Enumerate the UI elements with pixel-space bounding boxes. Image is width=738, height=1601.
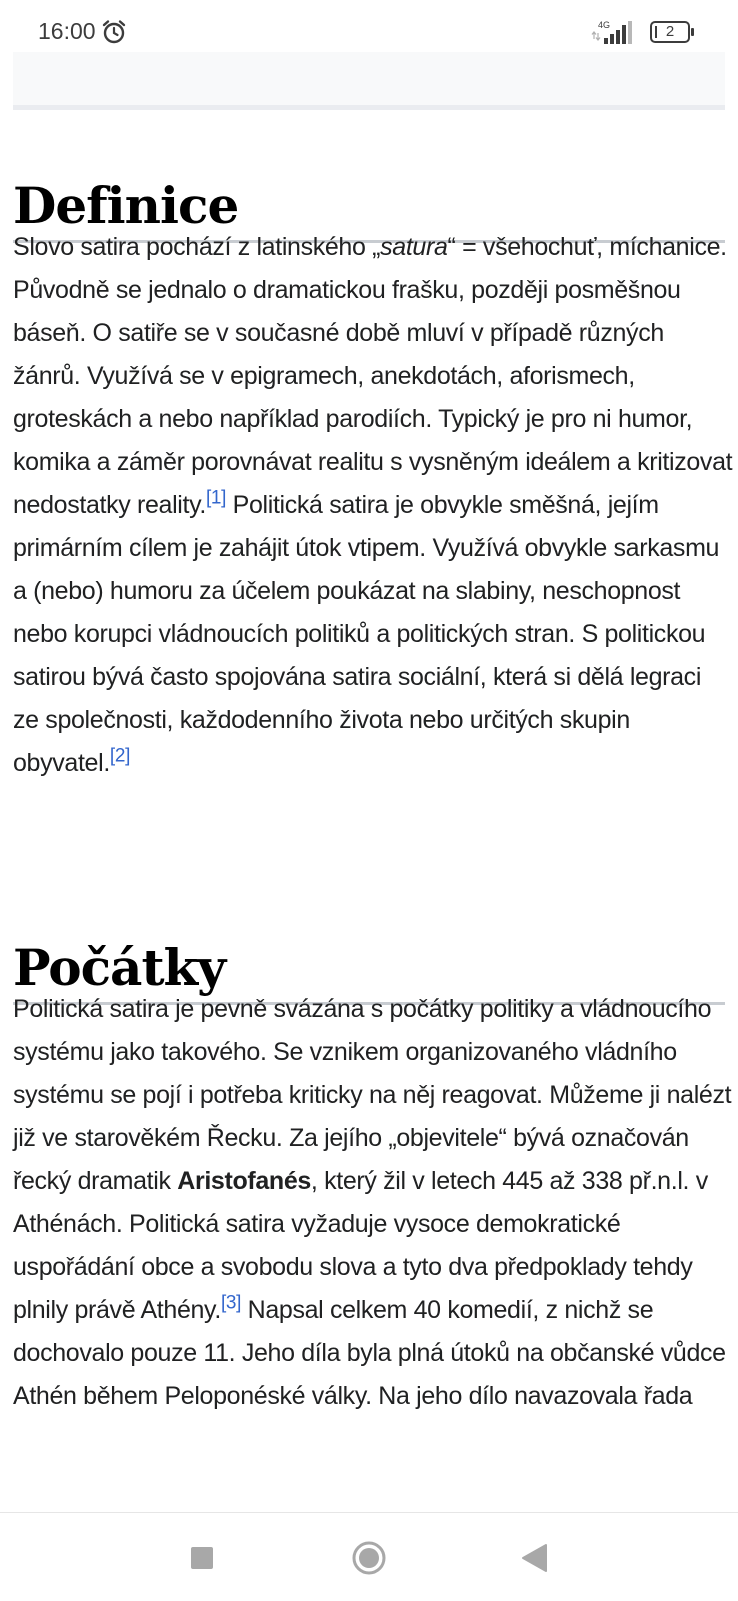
reference-link[interactable]: [1] [205, 487, 227, 509]
back-button[interactable] [520, 1543, 548, 1573]
paragraph-text-run: Slovo satira pochází z latinského „ [13, 233, 381, 261]
reference-link[interactable]: [2] [109, 745, 130, 767]
navigation-bar [0, 1512, 738, 1601]
paragraph-text-run: satura [380, 233, 448, 261]
section-heading-pocatky[interactable]: Počátky [13, 938, 725, 1005]
bold-term: Aristofanés [177, 1167, 311, 1195]
home-button[interactable] [351, 1540, 387, 1576]
paragraph-text-run: Napsal celkem 40 komedií, z nichž se dochovalo pouze 11. Jeho díla byla plná útoků na občanské vůdce Athén během Peloponéské války. Na jeho dílo navazovala řada [13, 1296, 726, 1410]
network-type-label: 4G [598, 20, 611, 30]
recents-button[interactable] [191, 1547, 213, 1569]
paragraph-text-run: Politická satira je obvykle směšná, jejím primárním cílem je zahájit útok vtipem. Využívá obvykle sarkasmu a (nebo) humoru za účelem poukázat na slabiny, neschopnost nebo korupci vládnoucích politiků a politických stran. S politickou satirou bývá často spojována satira sociální, která si dělá legraci ze společnosti, každodenního života nebo určitých skupin obyvatel. [13, 491, 720, 777]
signal-icon [591, 19, 641, 45]
status-bar [0, 0, 738, 52]
battery-level-text: 2 [665, 23, 675, 40]
reference-link[interactable]: [3] [220, 1292, 242, 1314]
top-content-box [13, 52, 725, 110]
section-paragraph-pocatky [13, 988, 733, 1418]
paragraph-text-run: Politická satira je pevně svázána s počátky politiky a vládnoucího systému jako takového. Se vznikem organizovaného vládního systému se pojí i potřeba kriticky na něj reagovat. Můžeme ji nalézt již ve starověkém Řecku. Za jejího „objevitele“ bývá označován řecký dramatik [13, 995, 732, 1195]
paragraph-text-run: , který žil v letech 445 až 338 př.n.l. v Athénách. Politická satira vyžaduje vysoce demokratické uspořádání obce a svobodu slova a tyto dva předpoklady tehdy plnily právě Athény. [13, 1167, 708, 1324]
paragraph-text-run: “ = všehochuť, míchanice. Původně se jednalo o dramatickou frašku, později posměšnou báseň. O satiře se v současné době mluví v případě různých žánrů. Využívá se v epigramech, anekdotách, aforismech, groteskách a nebo například parodiích. Typický je pro ni humor, komika a záměr porovnávat realitu s vysněným ideálem a kritizovat nedostatky reality. [13, 233, 733, 519]
alarm-icon [101, 19, 127, 45]
status-time: 16:00 [38, 18, 96, 44]
section-paragraph-definice [13, 226, 733, 785]
section-heading-definice[interactable]: Definice [13, 176, 725, 243]
